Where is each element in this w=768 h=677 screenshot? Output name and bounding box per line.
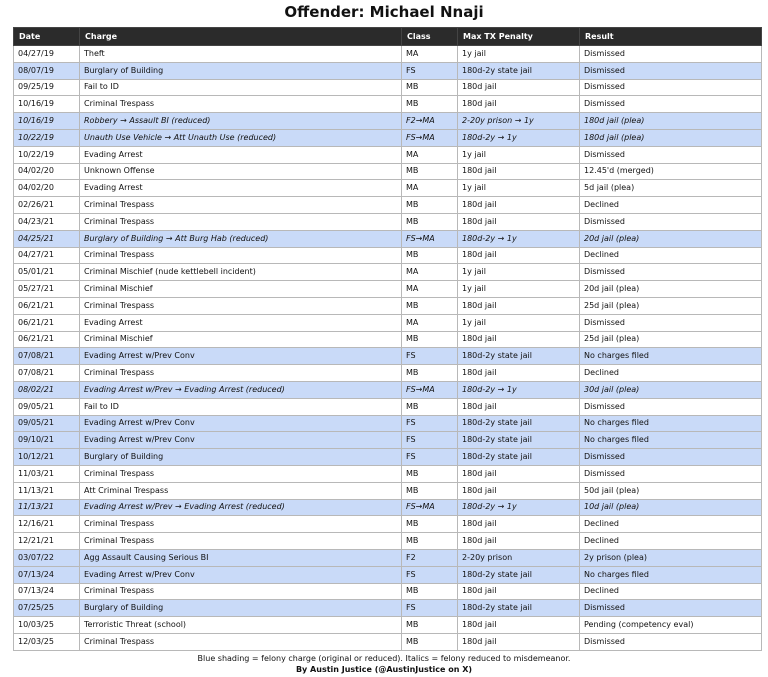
cell-class: MB [402,533,458,550]
cell-charge: Burglary of Building → Att Burg Hab (reduced) [80,230,402,247]
cell-penalty: 1y jail [458,180,580,197]
cell-penalty: 180d-2y → 1y [458,381,580,398]
cell-charge: Evading Arrest [80,180,402,197]
table-row [14,113,762,130]
cell-charge: Evading Arrest w/Prev Conv [80,432,402,449]
table-row [14,348,762,365]
cell-class: MA [402,264,458,281]
cell-date: 03/07/22 [14,549,80,566]
cell-date: 11/03/21 [14,465,80,482]
cell-date: 10/03/25 [14,617,80,634]
cell-penalty: 180d jail [458,247,580,264]
cell-charge: Att Criminal Trespass [80,482,402,499]
cell-result: 50d jail (plea) [580,482,762,499]
cell-penalty: 180d jail [458,633,580,650]
cell-charge: Criminal Trespass [80,516,402,533]
cell-penalty: 180d jail [458,465,580,482]
table-row [14,415,762,432]
cell-charge: Criminal Trespass [80,465,402,482]
table-row [14,213,762,230]
cell-result: Dismissed [580,600,762,617]
cell-class: MB [402,297,458,314]
cell-date: 06/21/21 [14,297,80,314]
cell-date: 06/21/21 [14,331,80,348]
cell-class: FS→MA [402,381,458,398]
cell-charge: Criminal Mischief (nude kettlebell incident) [80,264,402,281]
cell-date: 07/13/24 [14,583,80,600]
cell-result: 25d jail (plea) [580,297,762,314]
cell-result: 25d jail (plea) [580,331,762,348]
table-body [14,46,762,651]
cell-class: FS→MA [402,129,458,146]
cell-penalty: 1y jail [458,146,580,163]
cell-penalty: 2-20y prison [458,549,580,566]
cell-class: MB [402,96,458,113]
cell-date: 08/07/19 [14,62,80,79]
cell-class: FS [402,566,458,583]
cell-penalty: 180d-2y → 1y [458,230,580,247]
cell-charge: Fail to ID [80,398,402,415]
cell-date: 04/23/21 [14,213,80,230]
cell-penalty: 180d-2y → 1y [458,499,580,516]
cell-class: MB [402,617,458,634]
cell-charge: Unauth Use Vehicle → Att Unauth Use (reduced) [80,129,402,146]
cell-penalty: 180d jail [458,213,580,230]
table-row [14,163,762,180]
cell-result: 30d jail (plea) [580,381,762,398]
cell-class: MB [402,398,458,415]
cell-charge: Evading Arrest [80,314,402,331]
cell-result: Dismissed [580,62,762,79]
cell-result: 20d jail (plea) [580,230,762,247]
page-title: Offender: Michael Nnaji [284,3,484,21]
cell-result: Pending (competency eval) [580,617,762,634]
cell-class: MB [402,516,458,533]
cell-class: MB [402,482,458,499]
cell-date: 07/08/21 [14,365,80,382]
cell-result: 2y prison (plea) [580,549,762,566]
cell-penalty: 180d-2y state jail [458,348,580,365]
cell-class: FS→MA [402,499,458,516]
cell-date: 12/21/21 [14,533,80,550]
table-row [14,247,762,264]
cell-charge: Theft [80,46,402,63]
cell-class: FS→MA [402,230,458,247]
cell-class: MB [402,331,458,348]
cell-class: F2 [402,549,458,566]
table-row [14,600,762,617]
table-row [14,230,762,247]
cell-charge: Evading Arrest w/Prev Conv [80,348,402,365]
cell-penalty: 180d jail [458,516,580,533]
cell-penalty: 1y jail [458,314,580,331]
cell-result: 5d jail (plea) [580,180,762,197]
cell-date: 05/27/21 [14,281,80,298]
cell-penalty: 180d-2y state jail [458,566,580,583]
cell-charge: Agg Assault Causing Serious BI [80,549,402,566]
table-row [14,549,762,566]
cell-date: 10/12/21 [14,449,80,466]
cell-class: MB [402,163,458,180]
cell-date: 11/13/21 [14,499,80,516]
cell-charge: Evading Arrest w/Prev → Evading Arrest (reduced) [80,381,402,398]
cell-charge: Unknown Offense [80,163,402,180]
cell-penalty: 180d-2y state jail [458,415,580,432]
cell-penalty: 180d jail [458,96,580,113]
cell-date: 02/26/21 [14,197,80,214]
table-row [14,264,762,281]
cell-penalty: 180d jail [458,617,580,634]
cell-date: 10/16/19 [14,113,80,130]
table-row [14,432,762,449]
table-row [14,79,762,96]
cell-class: FS [402,415,458,432]
cell-date: 09/25/19 [14,79,80,96]
table-row [14,96,762,113]
cell-charge: Criminal Trespass [80,247,402,264]
cell-penalty: 2-20y prison → 1y [458,113,580,130]
cell-result: 10d jail (plea) [580,499,762,516]
cell-class: MB [402,197,458,214]
table-row [14,566,762,583]
cell-penalty: 1y jail [458,264,580,281]
cell-result: Dismissed [580,314,762,331]
cell-result: Dismissed [580,146,762,163]
cell-result: Dismissed [580,213,762,230]
table-row [14,533,762,550]
cell-class: MB [402,583,458,600]
cell-charge: Evading Arrest w/Prev → Evading Arrest (reduced) [80,499,402,516]
column-header-result: Result [580,28,762,46]
cell-class: MB [402,213,458,230]
cell-date: 07/08/21 [14,348,80,365]
legend-note: Blue shading = felony charge (original or reduced). Italics = felony reduced to misdemeanor. [197,654,571,663]
table-row [14,465,762,482]
cell-result: Dismissed [580,398,762,415]
cell-penalty: 180d jail [458,398,580,415]
cell-penalty: 180d-2y state jail [458,449,580,466]
cell-charge: Criminal Trespass [80,297,402,314]
cell-result: 180d jail (plea) [580,129,762,146]
cell-penalty: 180d jail [458,197,580,214]
cell-date: 07/25/25 [14,600,80,617]
cell-class: MB [402,633,458,650]
cell-charge: Criminal Trespass [80,213,402,230]
table-row [14,297,762,314]
cell-penalty: 180d-2y state jail [458,432,580,449]
cell-class: F2→MA [402,113,458,130]
table-row [14,617,762,634]
cell-charge: Terroristic Threat (school) [80,617,402,634]
table-row [14,146,762,163]
table-row [14,365,762,382]
table-row [14,583,762,600]
cell-charge: Burglary of Building [80,62,402,79]
cell-result: No charges filed [580,432,762,449]
cell-charge: Evading Arrest [80,146,402,163]
table-row [14,381,762,398]
cell-class: MB [402,465,458,482]
cell-result: No charges filed [580,415,762,432]
cell-result: Declined [580,247,762,264]
cell-charge: Criminal Trespass [80,533,402,550]
table-row [14,482,762,499]
table-row [14,314,762,331]
cell-result: Declined [580,583,762,600]
cell-class: FS [402,600,458,617]
cell-class: MB [402,247,458,264]
cell-date: 09/05/21 [14,415,80,432]
cell-charge: Criminal Mischief [80,281,402,298]
column-header-class: Class [402,28,458,46]
cell-charge: Criminal Trespass [80,583,402,600]
table-row [14,449,762,466]
table-row [14,180,762,197]
cell-class: FS [402,62,458,79]
table-row [14,281,762,298]
cell-result: No charges filed [580,566,762,583]
cell-class: MA [402,46,458,63]
cell-class: MA [402,180,458,197]
cell-result: Dismissed [580,449,762,466]
table-row [14,499,762,516]
table-row [14,46,762,63]
cell-date: 04/27/21 [14,247,80,264]
cell-charge: Fail to ID [80,79,402,96]
cell-class: FS [402,348,458,365]
cell-charge: Evading Arrest w/Prev Conv [80,415,402,432]
cell-penalty: 180d jail [458,583,580,600]
cell-date: 11/13/21 [14,482,80,499]
cell-date: 04/02/20 [14,180,80,197]
table-row [14,62,762,79]
cell-charge: Burglary of Building [80,449,402,466]
cell-date: 10/22/19 [14,146,80,163]
cell-result: Declined [580,533,762,550]
cell-class: MA [402,281,458,298]
cell-result: Dismissed [580,264,762,281]
cell-penalty: 180d jail [458,482,580,499]
cell-date: 07/13/24 [14,566,80,583]
charges-table [13,27,762,651]
cell-date: 04/27/19 [14,46,80,63]
cell-class: FS [402,432,458,449]
cell-penalty: 180d jail [458,163,580,180]
cell-result: 20d jail (plea) [580,281,762,298]
cell-result: Declined [580,365,762,382]
cell-result: No charges filed [580,348,762,365]
cell-charge: Burglary of Building [80,600,402,617]
author-byline: By Austin Justice (@AustinJustice on X) [295,665,473,674]
cell-date: 10/16/19 [14,96,80,113]
cell-class: MB [402,79,458,96]
column-header-penalty: Max TX Penalty [458,28,580,46]
cell-penalty: 180d jail [458,79,580,96]
cell-date: 12/16/21 [14,516,80,533]
cell-penalty: 1y jail [458,281,580,298]
cell-class: MB [402,365,458,382]
cell-result: Declined [580,516,762,533]
cell-class: MA [402,314,458,331]
cell-charge: Criminal Trespass [80,633,402,650]
table-row [14,331,762,348]
cell-result: Dismissed [580,465,762,482]
cell-date: 10/22/19 [14,129,80,146]
cell-result: Dismissed [580,79,762,96]
cell-class: MA [402,146,458,163]
cell-charge: Criminal Trespass [80,96,402,113]
cell-penalty: 180d jail [458,533,580,550]
cell-date: 08/02/21 [14,381,80,398]
cell-penalty: 180d jail [458,365,580,382]
cell-date: 04/25/21 [14,230,80,247]
cell-result: 180d jail (plea) [580,113,762,130]
cell-penalty: 180d-2y state jail [458,62,580,79]
cell-charge: Criminal Trespass [80,197,402,214]
table-row [14,398,762,415]
cell-date: 04/02/20 [14,163,80,180]
column-header-charge: Charge [80,28,402,46]
column-header-date: Date [14,28,80,46]
cell-result: Dismissed [580,96,762,113]
cell-penalty: 180d-2y state jail [458,600,580,617]
cell-penalty: 180d jail [458,331,580,348]
cell-date: 06/21/21 [14,314,80,331]
table-row [14,197,762,214]
cell-charge: Robbery → Assault BI (reduced) [80,113,402,130]
cell-date: 05/01/21 [14,264,80,281]
cell-result: Dismissed [580,46,762,63]
table-row [14,633,762,650]
cell-penalty: 1y jail [458,46,580,63]
cell-date: 12/03/25 [14,633,80,650]
cell-penalty: 180d-2y → 1y [458,129,580,146]
cell-date: 09/10/21 [14,432,80,449]
table-row [14,516,762,533]
cell-result: 12.45'd (merged) [580,163,762,180]
cell-result: Dismissed [580,633,762,650]
cell-charge: Criminal Trespass [80,365,402,382]
cell-penalty: 180d jail [458,297,580,314]
table-row [14,129,762,146]
cell-result: Declined [580,197,762,214]
cell-charge: Criminal Mischief [80,331,402,348]
cell-class: FS [402,449,458,466]
table-header-row [14,28,762,46]
cell-date: 09/05/21 [14,398,80,415]
cell-charge: Evading Arrest w/Prev Conv [80,566,402,583]
